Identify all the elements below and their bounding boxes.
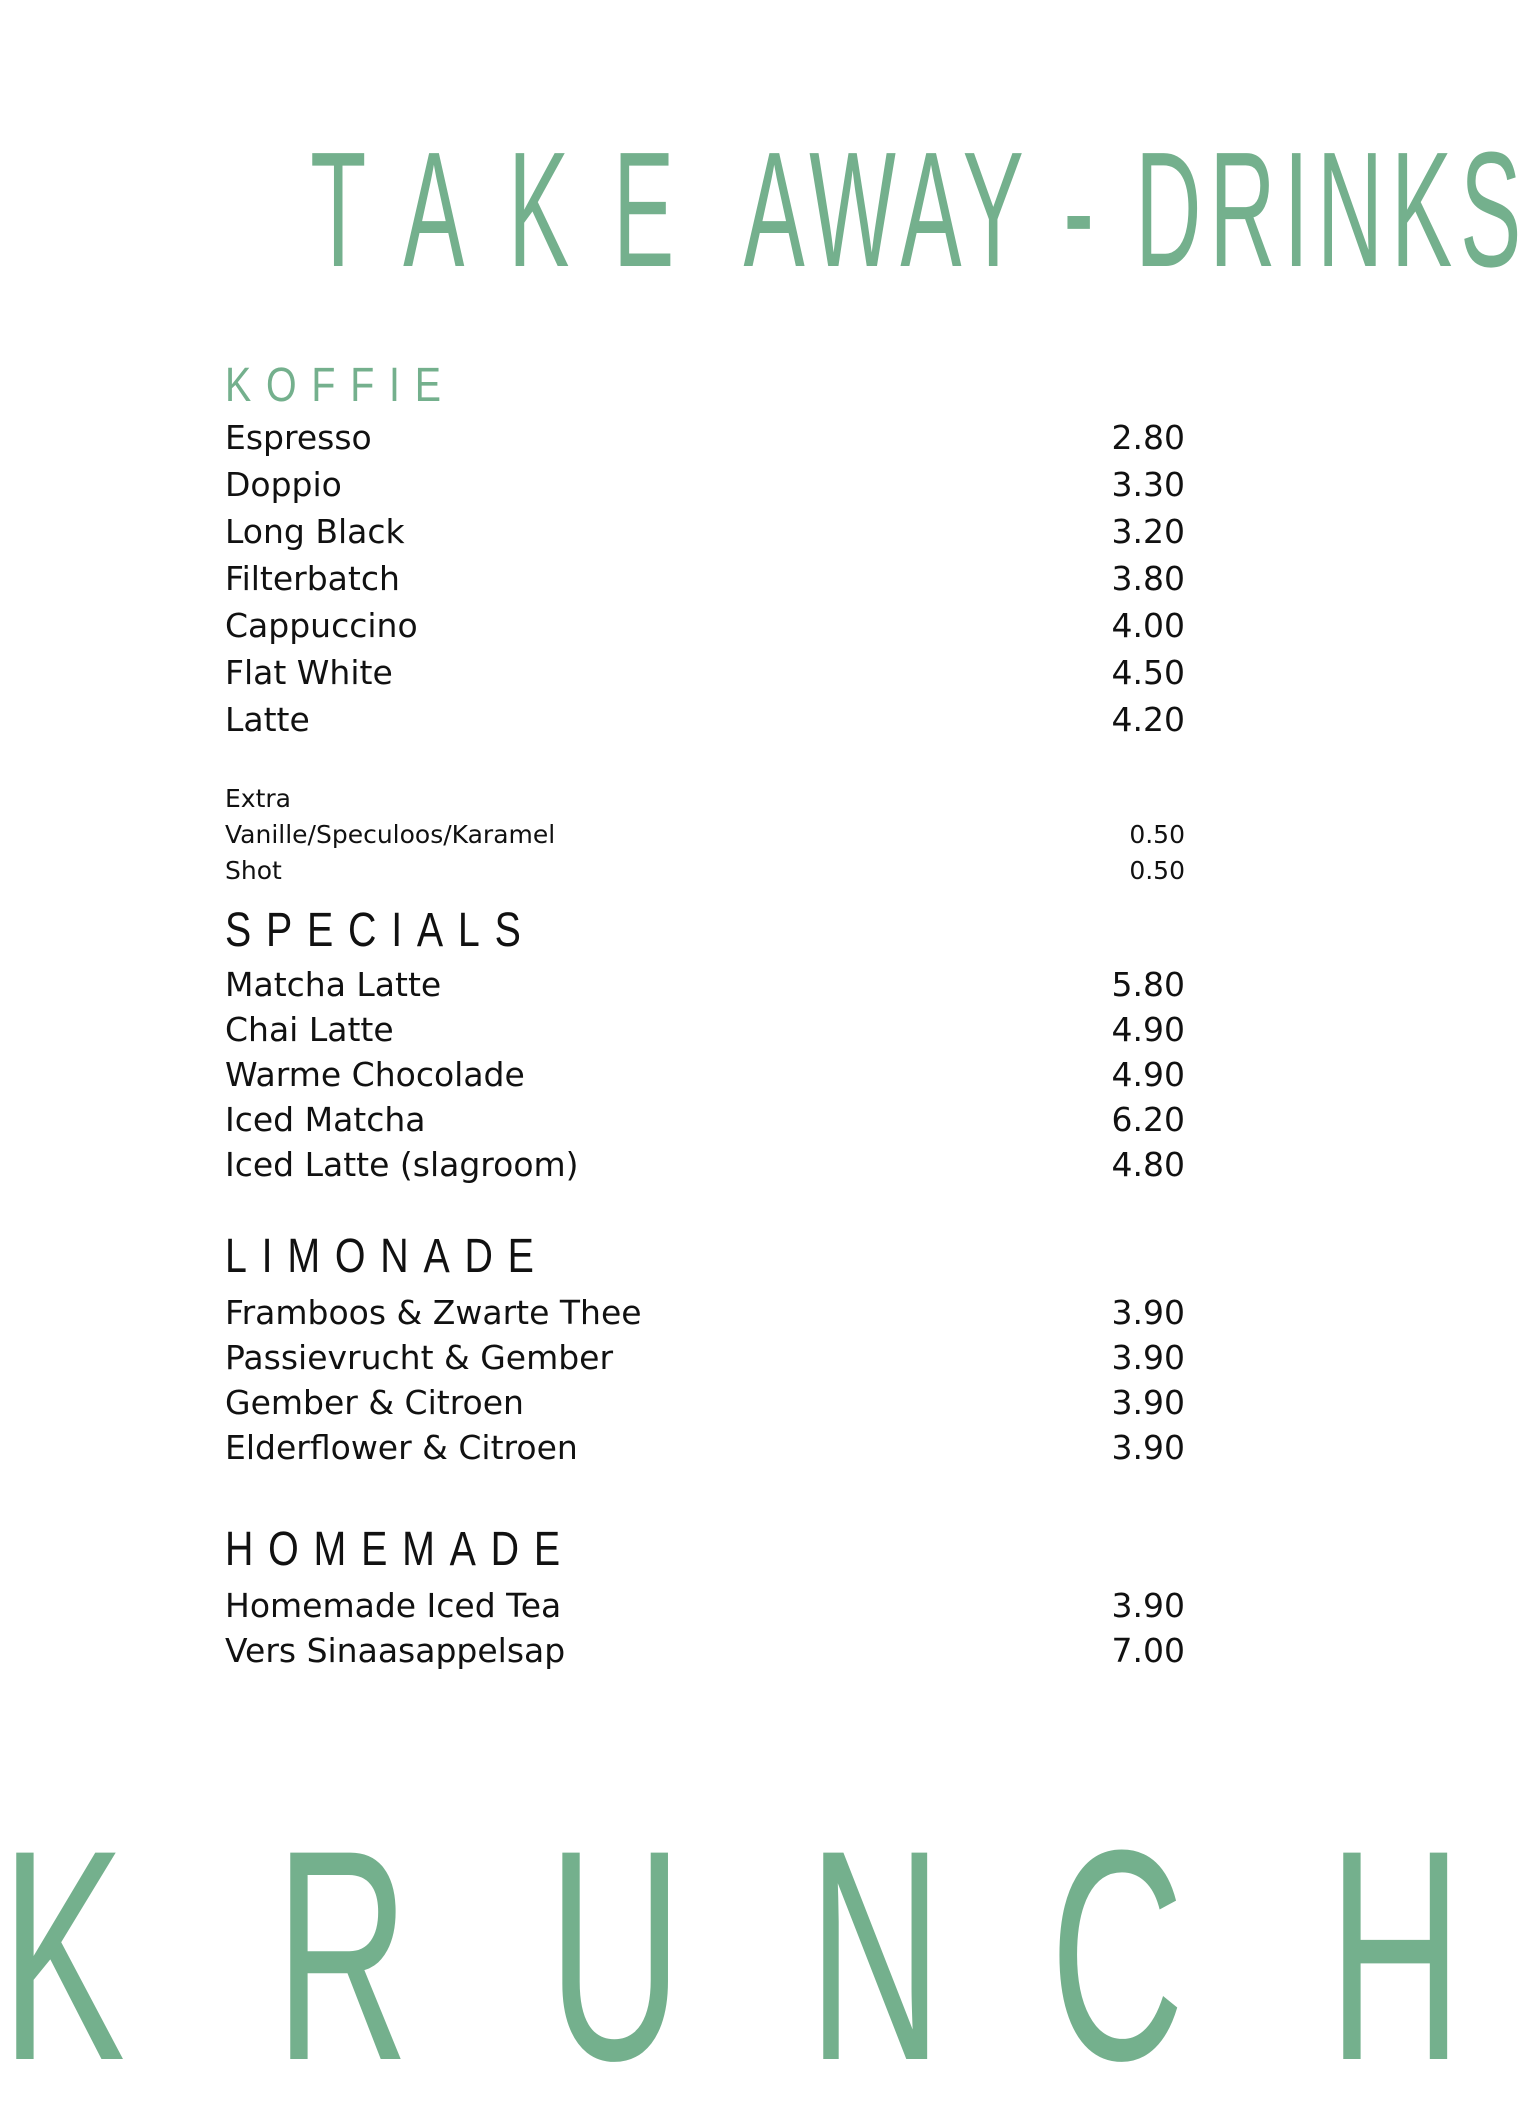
menu-item xyxy=(225,698,1185,742)
menu-item xyxy=(225,604,1185,648)
brand-letter: K xyxy=(1,1805,125,2105)
section-heading-limonade: LIMONADE xyxy=(225,1233,549,1281)
menu-item xyxy=(225,1381,1185,1425)
item-name: Flat White xyxy=(225,653,393,692)
item-price: 5.80 xyxy=(1112,963,1185,1007)
item-price: 6.20 xyxy=(1112,1098,1185,1142)
menu-item xyxy=(225,1053,1185,1097)
brand-letter: H xyxy=(1328,1805,1452,2105)
section-heading-specials: SPECIALS xyxy=(225,907,536,955)
extra-item xyxy=(225,854,1185,888)
extras-label: Extra xyxy=(225,784,291,813)
menu-item xyxy=(225,1584,1185,1628)
menu-item xyxy=(225,463,1185,507)
item-name: Vanille/Speculoos/Karamel xyxy=(225,820,555,849)
item-price: 3.30 xyxy=(1112,463,1185,507)
brand-wordmark xyxy=(0,1805,1410,2000)
menu-item xyxy=(225,1143,1185,1187)
menu-item xyxy=(225,963,1185,1007)
item-name: Elderflower & Citroen xyxy=(225,1428,578,1467)
item-price: 3.90 xyxy=(1112,1381,1185,1425)
menu-item xyxy=(225,651,1185,695)
item-name: Iced Matcha xyxy=(225,1100,426,1139)
item-name: Vers Sinaasappelsap xyxy=(225,1631,565,1670)
item-name: Gember & Citroen xyxy=(225,1383,524,1422)
item-price: 4.80 xyxy=(1112,1143,1185,1187)
item-price: 0.50 xyxy=(1129,854,1185,888)
menu-item xyxy=(225,557,1185,601)
menu-item xyxy=(225,1291,1185,1335)
menu-item xyxy=(225,1629,1185,1673)
item-name: Shot xyxy=(225,856,282,885)
item-price: 3.90 xyxy=(1112,1584,1185,1628)
brand-letter: N xyxy=(808,1805,932,2105)
item-name: Matcha Latte xyxy=(225,965,441,1004)
item-price: 4.90 xyxy=(1112,1008,1185,1052)
item-price: 3.80 xyxy=(1112,557,1185,601)
extras-label-row xyxy=(225,782,1185,816)
item-price: 3.90 xyxy=(1112,1336,1185,1380)
item-name: Espresso xyxy=(225,418,372,457)
item-name: Filterbatch xyxy=(225,559,400,598)
title-part-1: TAKE xyxy=(310,118,718,301)
item-price: 7.00 xyxy=(1112,1629,1185,1673)
menu-item xyxy=(225,1336,1185,1380)
menu-item xyxy=(225,416,1185,460)
item-name: Iced Latte (slagroom) xyxy=(225,1145,579,1184)
menu-item xyxy=(225,510,1185,554)
section-heading-homemade: HOMEMADE xyxy=(225,1526,575,1574)
brand-letter: U xyxy=(548,1805,672,2105)
item-name: Latte xyxy=(225,700,310,739)
item-price: 4.90 xyxy=(1112,1053,1185,1097)
brand-letter: R xyxy=(275,1805,399,2105)
item-price: 3.90 xyxy=(1112,1291,1185,1335)
item-price: 4.50 xyxy=(1112,651,1185,695)
title-part-2: AWAY - DRINKS xyxy=(744,118,1529,301)
menu-item xyxy=(225,1426,1185,1470)
menu-item xyxy=(225,1008,1185,1052)
brand-letter: C xyxy=(1050,1805,1174,2105)
item-price: 2.80 xyxy=(1112,416,1185,460)
item-price: 4.20 xyxy=(1112,698,1185,742)
item-name: Passievrucht & Gember xyxy=(225,1338,613,1377)
item-name: Framboos & Zwarte Thee xyxy=(225,1293,642,1332)
item-name: Cappuccino xyxy=(225,606,418,645)
item-price: 3.20 xyxy=(1112,510,1185,554)
item-name: Long Black xyxy=(225,512,405,551)
item-name: Doppio xyxy=(225,465,342,504)
item-price: 4.00 xyxy=(1112,604,1185,648)
extra-item xyxy=(225,818,1185,852)
item-name: Chai Latte xyxy=(225,1010,394,1049)
page-title xyxy=(310,128,1100,292)
item-name: Homemade Iced Tea xyxy=(225,1586,561,1625)
item-name: Warme Chocolade xyxy=(225,1055,525,1094)
item-price: 3.90 xyxy=(1112,1426,1185,1470)
menu-item xyxy=(225,1098,1185,1142)
item-price: 0.50 xyxy=(1129,818,1185,852)
section-heading-koffie: KOFFIE xyxy=(225,362,456,410)
